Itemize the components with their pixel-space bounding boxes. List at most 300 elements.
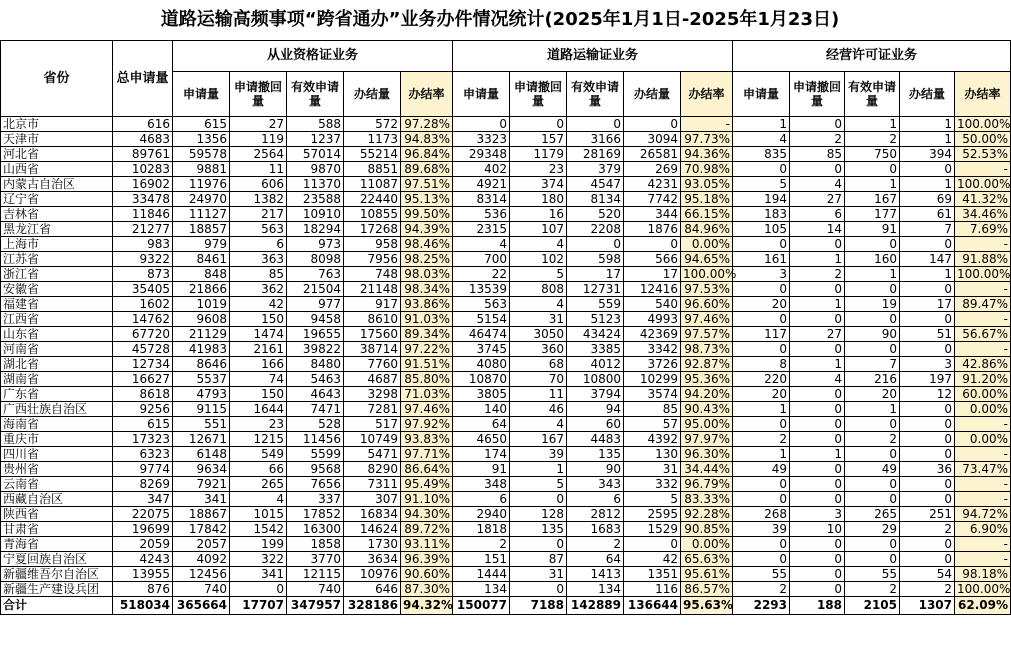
cell-qual-valid: 57014: [287, 147, 344, 162]
cell-transport-applications: 150077: [453, 597, 510, 615]
cell-transport-valid: 3794: [567, 387, 624, 402]
cell-transport-completed: 0: [624, 237, 681, 252]
cell-transport-applications: 8314: [453, 192, 510, 207]
cell-qual-rate: 94.30%: [401, 507, 453, 522]
cell-license-withdrawn: 0: [790, 282, 845, 297]
cell-transport-valid: 0: [567, 117, 624, 132]
cell-province: 江西省: [1, 312, 113, 327]
cell-license-applications: 2: [733, 582, 790, 597]
cell-qual-completed: 21148: [344, 282, 401, 297]
cell-transport-withdrawn: 4: [510, 417, 567, 432]
cell-total-applications: 8618: [113, 387, 173, 402]
cell-qual-applications: 4092: [173, 552, 230, 567]
cell-transport-completed: 269: [624, 162, 681, 177]
cell-province: 广西壮族自治区: [1, 402, 113, 417]
cell-qual-withdrawn: 363: [230, 252, 287, 267]
cell-total-applications: 13955: [113, 567, 173, 582]
cell-license-applications: 0: [733, 417, 790, 432]
cell-transport-applications: 0: [453, 117, 510, 132]
cell-license-applications: 4: [733, 132, 790, 147]
table-row: [1, 117, 1011, 132]
cell-license-rate: 60.00%: [955, 387, 1011, 402]
cell-qual-rate: 93.86%: [401, 297, 453, 312]
cell-qual-rate: 97.71%: [401, 447, 453, 462]
cell-qual-completed: 55214: [344, 147, 401, 162]
cell-license-applications: 161: [733, 252, 790, 267]
cell-total-applications: 2059: [113, 537, 173, 552]
cell-transport-completed: 2595: [624, 507, 681, 522]
cell-transport-valid: 60: [567, 417, 624, 432]
cell-transport-rate: 97.73%: [681, 132, 733, 147]
cell-qual-applications: 8461: [173, 252, 230, 267]
cell-qual-rate: 99.50%: [401, 207, 453, 222]
table-row: [1, 222, 1011, 237]
cell-license-rate: 89.47%: [955, 297, 1011, 312]
table-row: [1, 192, 1011, 207]
cell-transport-applications: 1444: [453, 567, 510, 582]
cell-qual-valid: 1858: [287, 537, 344, 552]
cell-transport-completed: 0: [624, 537, 681, 552]
cell-qual-withdrawn: 2161: [230, 342, 287, 357]
table-body: [1, 117, 1011, 615]
cell-transport-valid: 10800: [567, 372, 624, 387]
header-group-business-license: 经营许可证业务: [733, 41, 1011, 72]
cell-license-rate: 73.47%: [955, 462, 1011, 477]
cell-license-completed: 147: [900, 252, 955, 267]
cell-total-applications: 16902: [113, 177, 173, 192]
cell-transport-withdrawn: 0: [510, 537, 567, 552]
cell-qual-withdrawn: 1382: [230, 192, 287, 207]
cell-transport-withdrawn: 167: [510, 432, 567, 447]
cell-transport-rate: 97.57%: [681, 327, 733, 342]
cell-license-completed: 0: [900, 162, 955, 177]
cell-license-applications: 0: [733, 312, 790, 327]
cell-qual-valid: 5463: [287, 372, 344, 387]
cell-transport-completed: 3726: [624, 357, 681, 372]
header-qualification-withdrawn: 申请撤回量: [230, 72, 287, 117]
cell-license-completed: 2: [900, 522, 955, 537]
cell-license-rate: 41.32%: [955, 192, 1011, 207]
cell-license-completed: 197: [900, 372, 955, 387]
cell-transport-withdrawn: 1: [510, 462, 567, 477]
cell-qual-applications: 740: [173, 582, 230, 597]
cell-transport-applications: 22: [453, 267, 510, 282]
cell-transport-applications: 151: [453, 552, 510, 567]
cell-license-applications: 49: [733, 462, 790, 477]
cell-transport-rate: 95.61%: [681, 567, 733, 582]
cell-qual-applications: 4793: [173, 387, 230, 402]
cell-transport-completed: 26581: [624, 147, 681, 162]
cell-transport-applications: 2: [453, 537, 510, 552]
cell-qual-applications: 9608: [173, 312, 230, 327]
cell-qual-applications: 2057: [173, 537, 230, 552]
cell-transport-valid: 559: [567, 297, 624, 312]
cell-transport-applications: 402: [453, 162, 510, 177]
cell-total-applications: 1602: [113, 297, 173, 312]
table-row: [1, 297, 1011, 312]
cell-license-withdrawn: 1: [790, 447, 845, 462]
cell-license-completed: 0: [900, 552, 955, 567]
cell-license-completed: 0: [900, 237, 955, 252]
cell-qual-rate: 96.84%: [401, 147, 453, 162]
cell-qual-rate: 95.49%: [401, 477, 453, 492]
cell-qual-rate: 98.46%: [401, 237, 453, 252]
cell-province: 甘肃省: [1, 522, 113, 537]
cell-transport-valid: 0: [567, 237, 624, 252]
cell-transport-completed: 332: [624, 477, 681, 492]
cell-transport-valid: 12731: [567, 282, 624, 297]
cell-transport-rate: 0.00%: [681, 537, 733, 552]
table-row: [1, 342, 1011, 357]
cell-license-withdrawn: 0: [790, 537, 845, 552]
cell-qual-completed: 7281: [344, 402, 401, 417]
cell-license-completed: 0: [900, 312, 955, 327]
header-group-transport-cert: 道路运输证业务: [453, 41, 733, 72]
cell-license-withdrawn: 0: [790, 117, 845, 132]
cell-transport-withdrawn: 39: [510, 447, 567, 462]
table-row: [1, 492, 1011, 507]
cell-license-valid: 19: [845, 297, 900, 312]
cell-license-withdrawn: 0: [790, 402, 845, 417]
cell-transport-completed: 4231: [624, 177, 681, 192]
cell-transport-applications: 2940: [453, 507, 510, 522]
cell-qual-withdrawn: 563: [230, 222, 287, 237]
cell-qual-valid: 17852: [287, 507, 344, 522]
cell-transport-valid: 1413: [567, 567, 624, 582]
cell-transport-applications: 174: [453, 447, 510, 462]
cell-transport-valid: 94: [567, 402, 624, 417]
cell-qual-withdrawn: 1215: [230, 432, 287, 447]
cell-transport-withdrawn: 5: [510, 477, 567, 492]
cell-transport-valid: 28169: [567, 147, 624, 162]
header-transport-cert-completed: 办结量: [624, 72, 681, 117]
cell-transport-applications: 3323: [453, 132, 510, 147]
cell-transport-completed: 1529: [624, 522, 681, 537]
cell-transport-rate: 93.05%: [681, 177, 733, 192]
cell-license-valid: 0: [845, 477, 900, 492]
cell-qual-withdrawn: 150: [230, 312, 287, 327]
cell-license-completed: 2: [900, 582, 955, 597]
cell-qual-completed: 917: [344, 297, 401, 312]
cell-province: 陕西省: [1, 507, 113, 522]
cell-license-rate: 0.00%: [955, 432, 1011, 447]
cell-license-rate: 100.00%: [955, 117, 1011, 132]
cell-qual-valid: 18294: [287, 222, 344, 237]
cell-license-applications: 0: [733, 282, 790, 297]
cell-qual-withdrawn: 42: [230, 297, 287, 312]
cell-license-completed: 12: [900, 387, 955, 402]
cell-license-withdrawn: 0: [790, 162, 845, 177]
cell-qual-valid: 10910: [287, 207, 344, 222]
cell-license-applications: 268: [733, 507, 790, 522]
cell-qual-valid: 973: [287, 237, 344, 252]
cell-license-rate: 91.88%: [955, 252, 1011, 267]
cell-qual-withdrawn: 17707: [230, 597, 287, 615]
cell-license-completed: 251: [900, 507, 955, 522]
cell-license-completed: 1: [900, 132, 955, 147]
cell-transport-withdrawn: 4: [510, 297, 567, 312]
cell-license-rate: 62.09%: [955, 597, 1011, 615]
cell-transport-completed: 1351: [624, 567, 681, 582]
table-row: [1, 537, 1011, 552]
header-business-license-applications: 申请量: [733, 72, 790, 117]
table-row: [1, 462, 1011, 477]
cell-total-applications: 9774: [113, 462, 173, 477]
cell-license-withdrawn: 10: [790, 522, 845, 537]
cell-qual-valid: 9458: [287, 312, 344, 327]
cell-qual-applications: 7921: [173, 477, 230, 492]
cell-transport-rate: 96.60%: [681, 297, 733, 312]
cell-qual-valid: 763: [287, 267, 344, 282]
cell-province: 山西省: [1, 162, 113, 177]
cell-qual-withdrawn: 166: [230, 357, 287, 372]
cell-license-applications: 2: [733, 432, 790, 447]
cell-license-withdrawn: 4: [790, 372, 845, 387]
header-business-license-completion-rate: 办结率: [955, 72, 1011, 117]
cell-license-applications: 0: [733, 162, 790, 177]
cell-transport-withdrawn: 808: [510, 282, 567, 297]
cell-province: 合计: [1, 597, 113, 615]
cell-province: 贵州省: [1, 462, 113, 477]
cell-qual-applications: 365664: [173, 597, 230, 615]
cell-transport-valid: 5123: [567, 312, 624, 327]
cell-qual-valid: 5599: [287, 447, 344, 462]
cell-license-rate: -: [955, 312, 1011, 327]
cell-license-applications: 1: [733, 402, 790, 417]
cell-qual-completed: 10976: [344, 567, 401, 582]
table-row: [1, 432, 1011, 447]
cell-license-completed: 61: [900, 207, 955, 222]
cell-transport-valid: 64: [567, 552, 624, 567]
cell-license-withdrawn: 1: [790, 252, 845, 267]
cell-transport-valid: 379: [567, 162, 624, 177]
cell-license-applications: 8: [733, 357, 790, 372]
cell-license-withdrawn: 0: [790, 477, 845, 492]
cell-province: 西藏自治区: [1, 492, 113, 507]
cell-qual-completed: 17560: [344, 327, 401, 342]
cell-license-rate: 34.46%: [955, 207, 1011, 222]
cell-transport-completed: 31: [624, 462, 681, 477]
cell-qual-completed: 3634: [344, 552, 401, 567]
cell-license-valid: 1: [845, 117, 900, 132]
cell-qual-rate: 87.30%: [401, 582, 453, 597]
cell-license-rate: 0.00%: [955, 402, 1011, 417]
cell-license-withdrawn: 1: [790, 357, 845, 372]
cell-qual-rate: 93.83%: [401, 432, 453, 447]
cell-transport-valid: 4012: [567, 357, 624, 372]
cell-qual-rate: 89.34%: [401, 327, 453, 342]
cell-transport-rate: -: [681, 117, 733, 132]
cell-license-valid: 1: [845, 177, 900, 192]
cell-transport-withdrawn: 180: [510, 192, 567, 207]
cell-license-valid: 2: [845, 582, 900, 597]
cell-transport-valid: 2: [567, 537, 624, 552]
cell-qual-withdrawn: 27: [230, 117, 287, 132]
cell-qual-completed: 16834: [344, 507, 401, 522]
cell-license-valid: 167: [845, 192, 900, 207]
cell-transport-rate: 97.53%: [681, 282, 733, 297]
cell-license-rate: 94.72%: [955, 507, 1011, 522]
cell-qual-valid: 7656: [287, 477, 344, 492]
cell-qual-rate: 85.80%: [401, 372, 453, 387]
cell-license-valid: 265: [845, 507, 900, 522]
cell-qual-rate: 95.13%: [401, 192, 453, 207]
header-transport-cert-applications: 申请量: [453, 72, 510, 117]
cell-total-applications: 14762: [113, 312, 173, 327]
cell-province: 福建省: [1, 297, 113, 312]
cell-transport-withdrawn: 87: [510, 552, 567, 567]
cell-license-withdrawn: 0: [790, 552, 845, 567]
cell-transport-valid: 6: [567, 492, 624, 507]
cell-transport-applications: 134: [453, 582, 510, 597]
cell-transport-rate: 84.96%: [681, 222, 733, 237]
header-total-applications: 总申请量: [113, 41, 173, 117]
cell-qual-withdrawn: 6: [230, 237, 287, 252]
cell-transport-valid: 2208: [567, 222, 624, 237]
cell-transport-completed: 566: [624, 252, 681, 267]
cell-qual-applications: 9881: [173, 162, 230, 177]
cell-qual-completed: 17268: [344, 222, 401, 237]
cell-qual-applications: 979: [173, 237, 230, 252]
cell-total-applications: 89761: [113, 147, 173, 162]
cell-qual-rate: 91.10%: [401, 492, 453, 507]
cell-qual-withdrawn: 362: [230, 282, 287, 297]
cell-transport-completed: 540: [624, 297, 681, 312]
cell-transport-rate: 94.36%: [681, 147, 733, 162]
cell-qual-valid: 3770: [287, 552, 344, 567]
cell-license-applications: 5: [733, 177, 790, 192]
page-title: 道路运输高频事项“跨省通办”业务办件情况统计(2025年1月1日-2025年1月23日): [160, 9, 840, 30]
cell-transport-completed: 3094: [624, 132, 681, 147]
cell-license-applications: 1: [733, 447, 790, 462]
cell-qual-withdrawn: 11: [230, 162, 287, 177]
table-row: [1, 552, 1011, 567]
header-province: 省份: [1, 41, 113, 117]
cell-total-applications: 983: [113, 237, 173, 252]
cell-qual-valid: 347957: [287, 597, 344, 615]
cell-total-applications: 9256: [113, 402, 173, 417]
cell-qual-applications: 5537: [173, 372, 230, 387]
cell-license-valid: 750: [845, 147, 900, 162]
cell-qual-rate: 71.03%: [401, 387, 453, 402]
cell-license-withdrawn: 0: [790, 432, 845, 447]
cell-transport-rate: 65.63%: [681, 552, 733, 567]
cell-qual-valid: 740: [287, 582, 344, 597]
cell-license-valid: 29: [845, 522, 900, 537]
table-row: [1, 372, 1011, 387]
cell-license-valid: 2: [845, 132, 900, 147]
cell-province: 新疆生产建设兵团: [1, 582, 113, 597]
cell-qual-completed: 7311: [344, 477, 401, 492]
cell-qual-withdrawn: 1015: [230, 507, 287, 522]
cell-qual-withdrawn: 150: [230, 387, 287, 402]
cell-qual-rate: 98.34%: [401, 282, 453, 297]
cell-province: 云南省: [1, 477, 113, 492]
cell-license-applications: 220: [733, 372, 790, 387]
cell-qual-completed: 517: [344, 417, 401, 432]
cell-transport-completed: 130: [624, 447, 681, 462]
cell-transport-applications: 10870: [453, 372, 510, 387]
table-row: [1, 207, 1011, 222]
cell-license-rate: 100.00%: [955, 267, 1011, 282]
table-row: [1, 237, 1011, 252]
table-row: [1, 177, 1011, 192]
cell-qual-rate: 94.32%: [401, 597, 453, 615]
cell-qual-rate: 97.22%: [401, 342, 453, 357]
cell-license-valid: 7: [845, 357, 900, 372]
cell-qual-withdrawn: 606: [230, 177, 287, 192]
cell-transport-valid: 1683: [567, 522, 624, 537]
cell-qual-withdrawn: 341: [230, 567, 287, 582]
cell-license-completed: 0: [900, 537, 955, 552]
cell-qual-completed: 22440: [344, 192, 401, 207]
cell-qual-completed: 5471: [344, 447, 401, 462]
cell-transport-applications: 348: [453, 477, 510, 492]
cell-qual-applications: 11976: [173, 177, 230, 192]
cell-transport-applications: 563: [453, 297, 510, 312]
header-qualification-applications: 申请量: [173, 72, 230, 117]
cell-license-applications: 835: [733, 147, 790, 162]
cell-qual-rate: 96.39%: [401, 552, 453, 567]
cell-license-applications: 183: [733, 207, 790, 222]
cell-total-applications: 10283: [113, 162, 173, 177]
cell-qual-completed: 38714: [344, 342, 401, 357]
table-row: [1, 147, 1011, 162]
cell-license-withdrawn: 6: [790, 207, 845, 222]
cell-qual-withdrawn: 119: [230, 132, 287, 147]
cell-qual-completed: 7760: [344, 357, 401, 372]
cell-license-applications: 0: [733, 477, 790, 492]
cell-transport-withdrawn: 374: [510, 177, 567, 192]
cell-license-withdrawn: 0: [790, 312, 845, 327]
table-row: [1, 417, 1011, 432]
cell-transport-applications: 6: [453, 492, 510, 507]
cell-transport-rate: 83.33%: [681, 492, 733, 507]
cell-license-withdrawn: 3: [790, 507, 845, 522]
cell-license-applications: 0: [733, 237, 790, 252]
cell-license-withdrawn: 27: [790, 327, 845, 342]
cell-transport-valid: 598: [567, 252, 624, 267]
cell-license-completed: 0: [900, 402, 955, 417]
cell-province: 辽宁省: [1, 192, 113, 207]
cell-license-applications: 0: [733, 492, 790, 507]
cell-transport-valid: 17: [567, 267, 624, 282]
cell-total-applications: 33478: [113, 192, 173, 207]
cell-license-applications: 20: [733, 297, 790, 312]
cell-license-withdrawn: 2: [790, 132, 845, 147]
cell-province: 宁夏回族自治区: [1, 552, 113, 567]
cell-license-applications: 1: [733, 117, 790, 132]
total-row: [1, 597, 1011, 615]
cell-qual-completed: 572: [344, 117, 401, 132]
cell-license-valid: 2: [845, 432, 900, 447]
cell-license-withdrawn: 0: [790, 582, 845, 597]
cell-transport-applications: 46474: [453, 327, 510, 342]
cell-license-valid: 20: [845, 387, 900, 402]
cell-qual-valid: 1237: [287, 132, 344, 147]
cell-transport-valid: 343: [567, 477, 624, 492]
cell-qual-applications: 8646: [173, 357, 230, 372]
cell-qual-valid: 7471: [287, 402, 344, 417]
cell-transport-applications: 2315: [453, 222, 510, 237]
cell-qual-withdrawn: 1542: [230, 522, 287, 537]
table-row: [1, 267, 1011, 282]
cell-qual-applications: 12456: [173, 567, 230, 582]
cell-province: 河南省: [1, 342, 113, 357]
cell-license-completed: 0: [900, 477, 955, 492]
cell-qual-applications: 18857: [173, 222, 230, 237]
cell-transport-completed: 344: [624, 207, 681, 222]
